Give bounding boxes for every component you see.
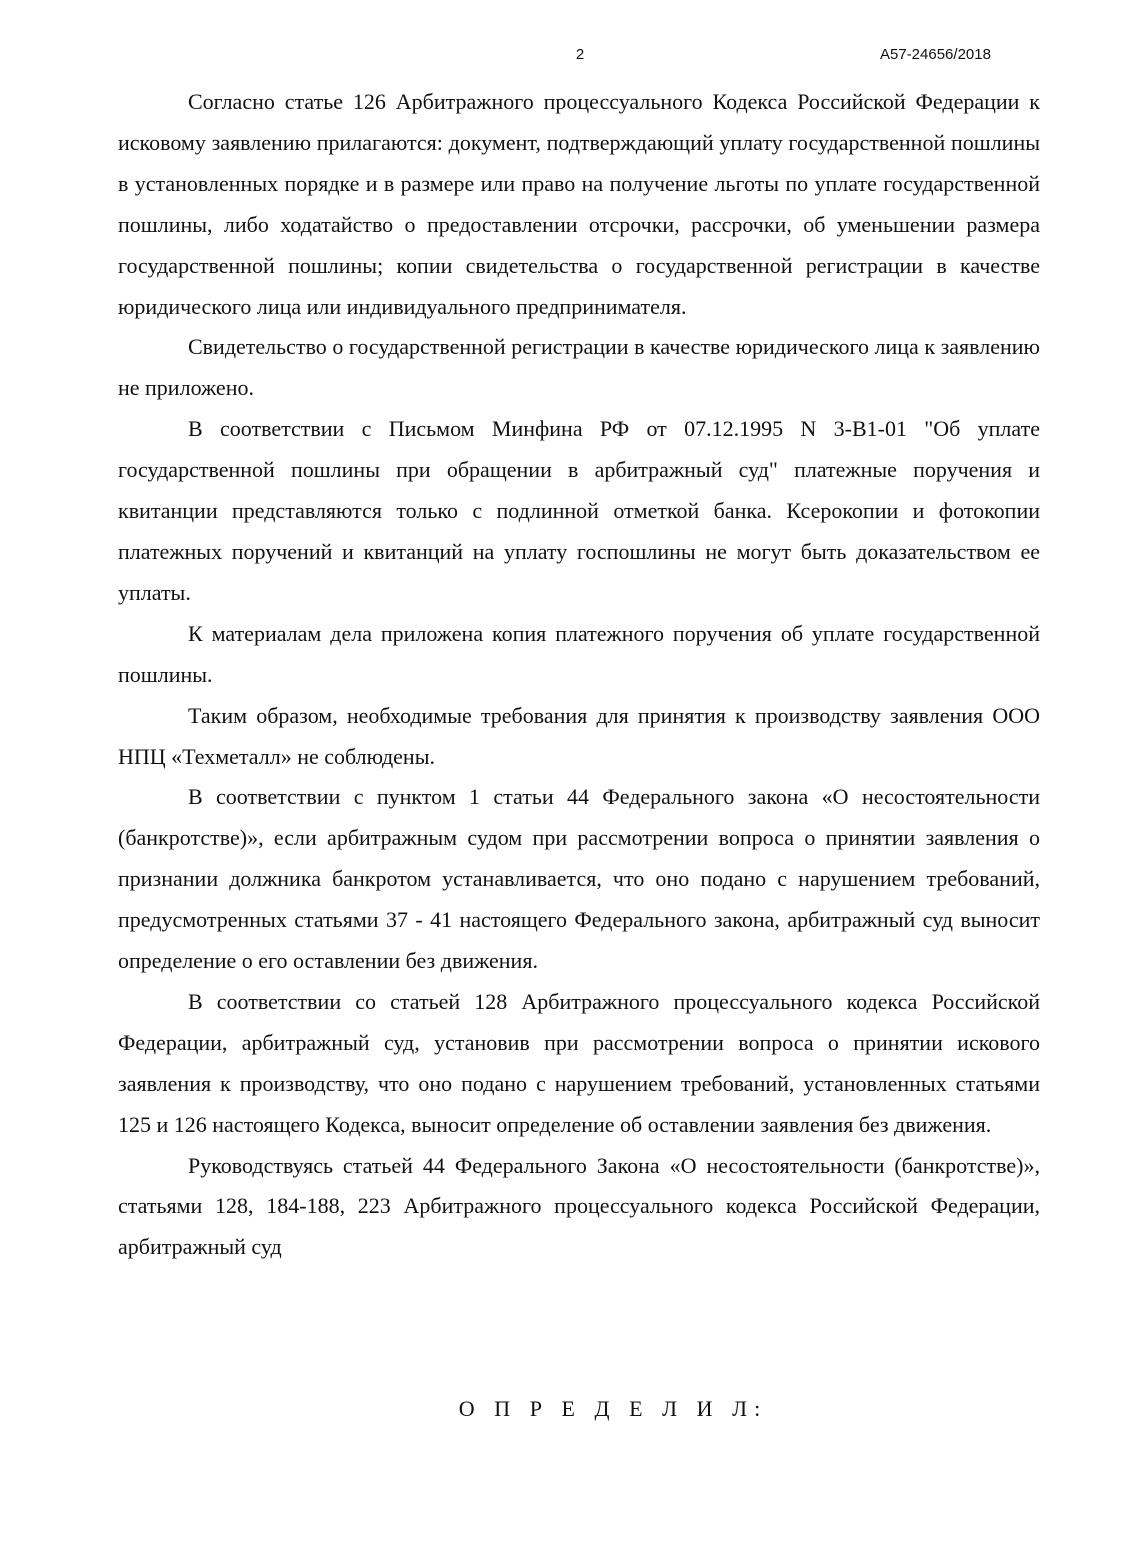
paragraph-attachments-requirement: Согласно статье 126 Арбитражного процессуального Кодекса Российской Федерации к исковому заявлению прилагаются: документ, подтверждающий уплату государственной пошлины в установленных порядке и в размере или право на получение льготы по уплате государственной пошлины, либо ходатайство о предоставлении отсрочки, рассрочки, об уменьшении размера государственной пошлины; копии свидетельства о государственной регистрации в качестве юридического лица или индивидуального предпринимателя. xyxy=(118,89,1040,319)
paragraph-certificate-missing: Свидетельство о государственной регистрации в качестве юридического лица к заявлению не приложено. xyxy=(118,334,1040,401)
paragraph-bankruptcy-law: В соответствии с пунктом 1 статьи 44 Федерального закона «О несостоятельности (банкротстве)», если арбитражным судом при рассмотрении вопроса о принятии заявления о признании должника банкротом устанавливается, что оно подано с нарушением требований, предусмотренных статьями 37 - 41 настоящего Федерального закона, арбитражный суд выносит определение о его оставлении без движения. xyxy=(118,784,1040,974)
case-number: А57-24656/2018 xyxy=(880,46,991,63)
document-body xyxy=(118,82,1040,1268)
paragraph-minfin-letter: В соответствии с Письмом Минфина РФ от 07.12.1995 N 3-В1-01 "Об уплате государственной пошлины при обращении в арбитражный суд" платежные поручения и квитанции представляются только с подлинной отметкой банка. Ксерокопии и фотокопии платежных поручений и квитанций на уплату госпошлины не могут быть доказательством ее уплаты. xyxy=(118,416,1040,605)
page-number: 2 xyxy=(575,46,585,63)
paragraph-requirements-not-met: Таким образом, необходимые требования для принятия к производству заявления ООО НПЦ «Техметалл» не соблюдены. xyxy=(118,702,1040,769)
paragraph-guided-by: Руководствуясь статьей 44 Федерального Закона «О несостоятельности (банкротстве)», статьями 128, 184-188, 223 Арбитражного процессуального кодекса Российской Федерации, арбитражный суд xyxy=(118,1152,1040,1260)
ruling-heading: О П Р Е Д Е Л И Л: xyxy=(458,1396,768,1421)
paragraph-payment-copy: К материалам дела приложена копия платежного поручения об уплате государственной пошлины. xyxy=(118,620,1040,687)
paragraph-article-128: В соответствии со статьей 128 Арбитражного процессуального кодекса Российской Федерации, арбитражный суд, установив при рассмотрении вопроса о принятии искового заявления к производству, что оно подано с нарушением требований, установленных статьями 125 и 126 настоящего Кодекса, выносит определение об оставлении заявления без движения. xyxy=(118,988,1040,1137)
